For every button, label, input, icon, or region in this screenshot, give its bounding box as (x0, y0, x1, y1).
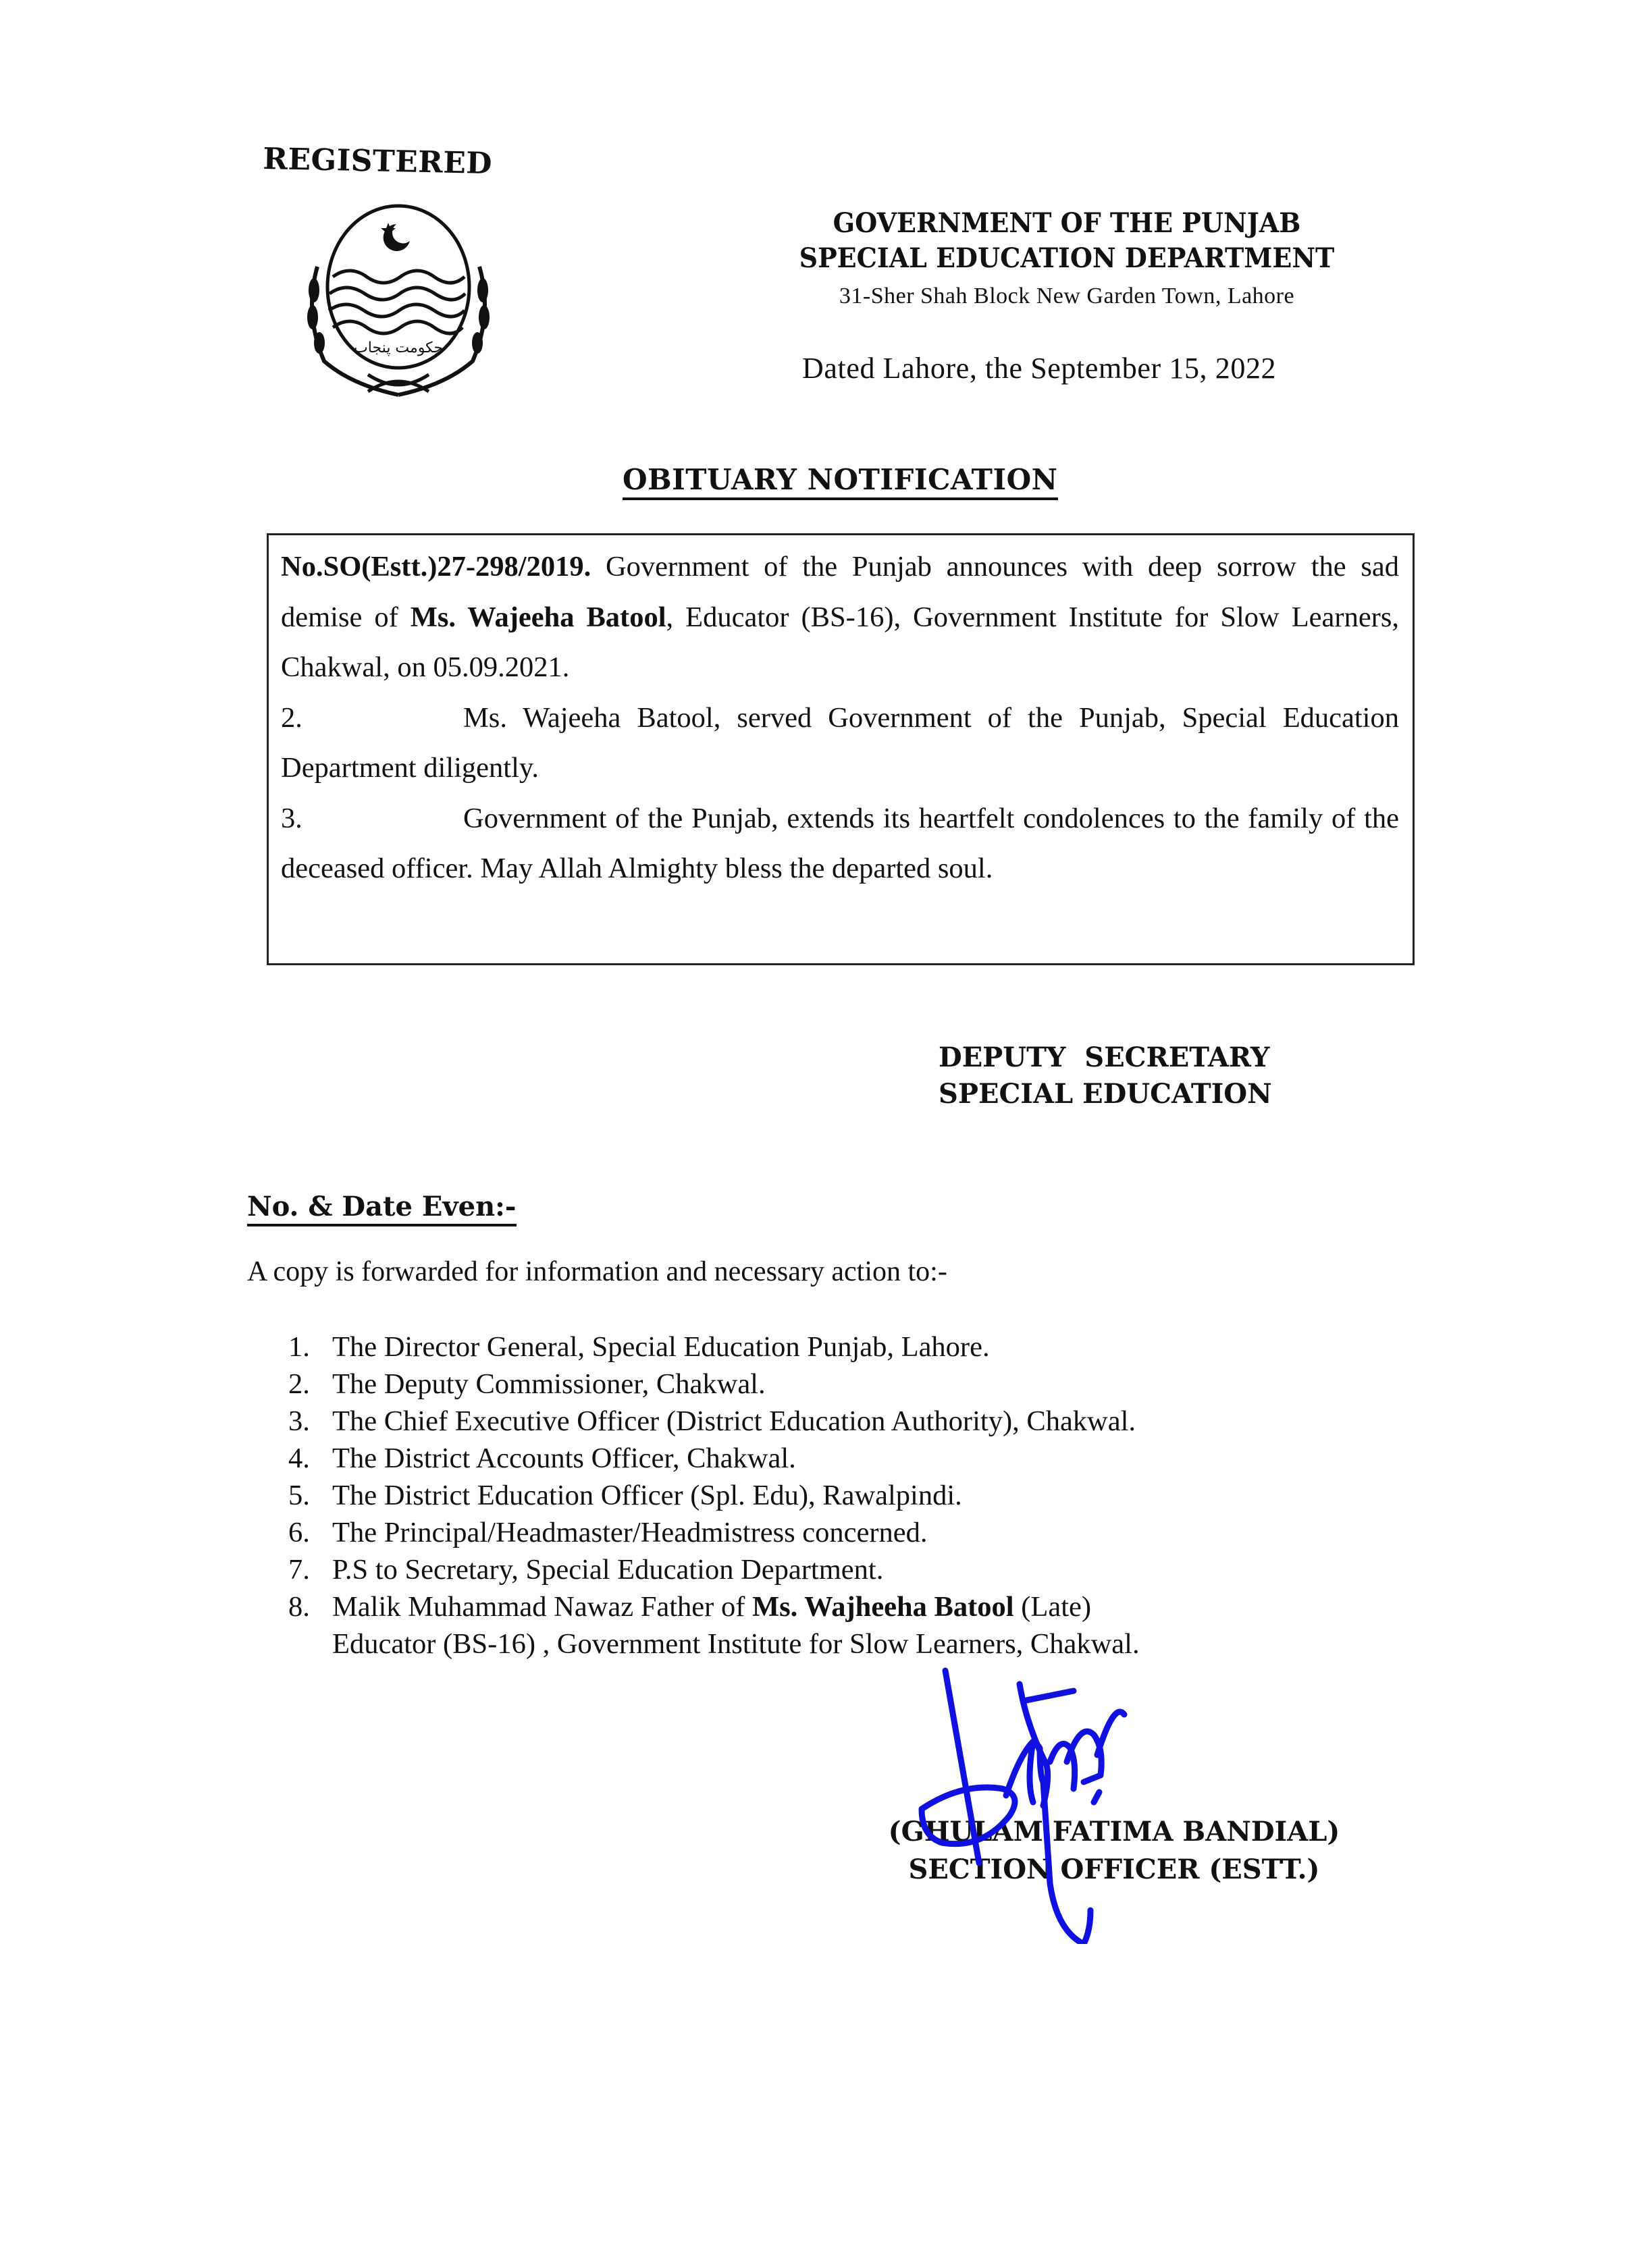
list-item (288, 1551, 1423, 1588)
paragraph-2-text: Ms. Wajeeha Batool, served Government of the Punjab, Special Education Department diligently. (281, 701, 1399, 784)
list-item-number: 8. (288, 1591, 310, 1623)
copy-list (288, 1328, 1423, 1663)
list-item-text: The District Accounts Officer, Chakwal. (332, 1442, 796, 1474)
list-item-text: The Principal/Headmaster/Headmistress concerned. (332, 1517, 928, 1548)
list-item-text: The Director General, Special Education Punjab, Lahore. (332, 1331, 990, 1363)
list-item (288, 1366, 1423, 1403)
paragraph-1-text-b: , Educator (BS-16), Government Institute for Slow Learners, Chakwal, on 05.09.2021. (281, 601, 1399, 683)
list-item (288, 1328, 1423, 1366)
list-item-8-text-a: Malik Muhammad Nawaz Father of (332, 1591, 752, 1623)
deputy-secretary-block (939, 1040, 1272, 1112)
list-item-text: The Chief Executive Officer (District Education Authority), Chakwal. (332, 1405, 1136, 1437)
notification-box (267, 533, 1415, 965)
department-address: 31-Sher Shah Block New Garden Town, Lahore (839, 284, 1295, 308)
paragraph-1-text-a: Government of the Punjab announces with deep sorrow the sad demise of (281, 551, 1399, 633)
list-item (288, 1440, 1423, 1477)
list-item (288, 1514, 1423, 1551)
signer-name: (GHULAM FATIMA BANDIAL) (888, 1816, 1340, 1847)
paragraph-2 (281, 693, 1399, 794)
list-item-text (332, 1588, 1091, 1625)
list-item-8-text-b: (Late) (1013, 1591, 1092, 1623)
letterhead (756, 206, 1377, 313)
list-item-number: 3. (288, 1405, 310, 1437)
paragraph-3 (281, 794, 1399, 894)
signature-icon (905, 1660, 1202, 1944)
list-item-text: The Deputy Commissioner, Chakwal. (332, 1368, 766, 1400)
deputy-title: DEPUTY SECRETARY (939, 1042, 1270, 1073)
list-item (288, 1403, 1423, 1440)
list-item (288, 1477, 1423, 1514)
notification-number: No.SO(Estt.)27-298/2019. (281, 551, 591, 583)
list-item-text: P.S to Secretary, Special Education Department. (332, 1554, 884, 1586)
list-item-number: 4. (288, 1442, 310, 1474)
list-item-number: 7. (288, 1554, 310, 1586)
list-item (288, 1588, 1423, 1625)
list-item-number: 1. (288, 1331, 310, 1363)
list-item-8-name: Ms. Wajheeha Batool (752, 1591, 1014, 1623)
paragraph-3-text: Government of the Punjab, extends its heartfelt condolences to the family of the deceased officer. May Allah Almighty bless the departed soul. (281, 802, 1399, 884)
date-line: Dated Lahore, the September 15, 2022 (802, 352, 1277, 385)
signer-title: SECTION OFFICER (ESTT.) (908, 1854, 1320, 1885)
paragraph-1 (281, 542, 1399, 693)
no-date-even-heading: No. & Date Even:- (247, 1191, 517, 1226)
deputy-department: SPECIAL EDUCATION (939, 1078, 1272, 1110)
emblem-script: حکومت پنجاب (354, 340, 443, 356)
list-item-number: 6. (288, 1517, 310, 1548)
paragraph-2-number: 2. (281, 701, 302, 734)
forward-text: A copy is forwarded for information and necessary action to:- (247, 1256, 947, 1287)
registered-label: REGISTERED (262, 142, 493, 182)
deceased-name: Ms. Wajeeha Batool (410, 601, 666, 633)
paragraph-3-number: 3. (281, 802, 302, 834)
list-item-number: 2. (288, 1368, 310, 1400)
punjab-emblem-icon (287, 202, 510, 398)
list-item-text: The District Education Officer (Spl. Edu), Rawalpindi. (332, 1480, 962, 1511)
government-name: GOVERNMENT OF THE PUNJAB (833, 207, 1301, 239)
list-item-number: 5. (288, 1480, 310, 1511)
department-name: SPECIAL EDUCATION DEPARTMENT (799, 242, 1335, 274)
list-item-8-continuation: Educator (BS-16) , Government Institute for Slow Learners, Chakwal. (332, 1628, 1140, 1660)
document-title: OBITUARY NOTIFICATION (623, 463, 1058, 500)
